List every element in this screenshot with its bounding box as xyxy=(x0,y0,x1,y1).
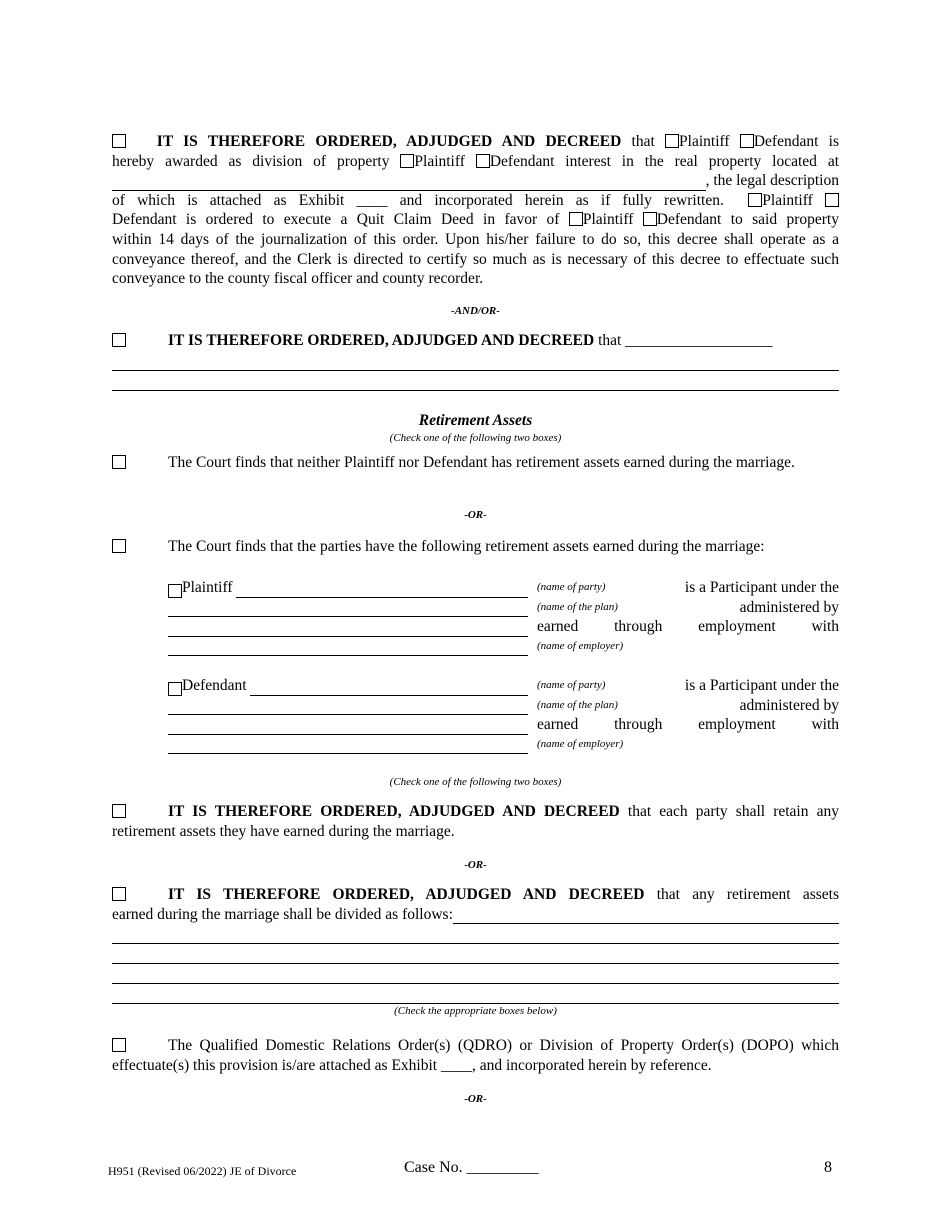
property-location-field[interactable] xyxy=(112,174,706,191)
section-heading: Retirement Assets xyxy=(418,412,533,429)
qdro-checkbox[interactable] xyxy=(112,1038,126,1052)
page-number: 8 xyxy=(824,1159,832,1176)
plan-name-field[interactable] xyxy=(168,600,528,617)
defendant-retirement-checkbox[interactable] xyxy=(168,682,182,696)
divide-assets-order: IT IS THEREFORE ORDERED, ADJUDGED AND DECREED that any retirement assets earned during the marriage shall be divided as follows: xyxy=(112,885,839,1004)
division-line[interactable] xyxy=(112,924,839,944)
instruction-note: (Check one of the following two boxes) xyxy=(389,776,562,788)
plaintiff-checkbox[interactable] xyxy=(665,134,679,148)
favor-plaintiff-checkbox[interactable] xyxy=(569,212,583,226)
custom-order-line[interactable] xyxy=(112,371,839,391)
employer-field[interactable] xyxy=(168,737,528,754)
defendant-retirement-block: Defendant (name of party) is a Participant under the (name of the plan) administered by earned through employment with (name of employer) xyxy=(168,676,839,754)
or-separator: -OR- xyxy=(464,859,487,871)
defendant-checkbox[interactable] xyxy=(740,134,754,148)
employer-field[interactable] xyxy=(168,718,528,735)
or-separator: -OR- xyxy=(464,1093,487,1105)
defendant-name-field[interactable] xyxy=(250,679,528,696)
form-number: H951 (Revised 06/2022) JE of Divorce xyxy=(108,1164,297,1178)
custom-order-line[interactable] xyxy=(112,351,839,371)
retain-assets-checkbox[interactable] xyxy=(112,804,126,818)
interest-plaintiff-checkbox[interactable] xyxy=(400,154,414,168)
deed-plaintiff-checkbox[interactable] xyxy=(748,193,762,207)
custom-order: IT IS THEREFORE ORDERED, ADJUDGED AND DECREED that ___________________ xyxy=(112,331,839,391)
plaintiff-retirement-checkbox[interactable] xyxy=(168,584,182,598)
no-retirement-checkbox[interactable] xyxy=(112,455,126,469)
interest-defendant-checkbox[interactable] xyxy=(476,154,490,168)
and-or-separator: -AND/OR- xyxy=(451,305,500,317)
plaintiff-retirement-block: Plaintiff (name of party) is a Participant under the (name of the plan) administered by earned through employment with (name of employer) xyxy=(168,578,839,656)
employer-field[interactable] xyxy=(168,620,528,637)
page-footer xyxy=(108,1158,832,1180)
qdro-option: The Qualified Domestic Relations Order(s) (QDRO) or Division of Property Order(s) (DOPO) which effectuate(s) this provision is/are attached as Exhibit ____, and incorporated herein by reference. xyxy=(112,1037,839,1074)
favor-defendant-checkbox[interactable] xyxy=(643,212,657,226)
instruction-note: (Check the appropriate boxes below) xyxy=(394,1005,557,1017)
instruction-note: (Check one of the following two boxes) xyxy=(389,431,562,444)
real-property-checkbox[interactable] xyxy=(112,134,126,148)
decree-heading: IT IS THEREFORE ORDERED, ADJUDGED AND DECREED xyxy=(156,133,622,150)
retain-assets-order: IT IS THEREFORE ORDERED, ADJUDGED AND DECREED that each party shall retain any retirement assets they have earned during the marriage. xyxy=(112,803,839,840)
plaintiff-name-field[interactable] xyxy=(236,581,528,598)
has-retirement-option: The Court finds that the parties have the following retirement assets earned during the marriage: xyxy=(112,537,839,557)
division-line[interactable] xyxy=(112,964,839,984)
real-property-order: IT IS THEREFORE ORDERED, ADJUDGED AND DECREED that Plaintiff Defendant is hereby awarded as division of property Plaintiff Defendant interest in the real property located at , the legal description of which is attached as Exhibit ____ and incorporated herein as if fully rewritten. Plaintiff Defendant is ordered to execute a Quit Claim Deed in favor of Plaintiff Defendant to said property within 14 days of the journalization of this order. Upon his/her failure to do so, this decree shall operate as a conveyance thereof, and the Clerk is directed to certify so much as is necessary of this decree to effectuate such conveyance to the county fiscal officer and county recorder. xyxy=(112,133,840,288)
custom-order-checkbox[interactable] xyxy=(112,333,126,347)
division-line[interactable] xyxy=(112,944,839,964)
has-retirement-checkbox[interactable] xyxy=(112,539,126,553)
division-field[interactable] xyxy=(453,907,839,924)
deed-defendant-checkbox[interactable] xyxy=(825,193,839,207)
no-retirement-option: The Court finds that neither Plaintiff nor Defendant has retirement assets earned during the marriage. xyxy=(112,453,839,473)
plan-name-field[interactable] xyxy=(168,698,528,715)
divide-assets-checkbox[interactable] xyxy=(112,887,126,901)
or-separator: -OR- xyxy=(464,509,487,521)
case-number: Case No. _________ xyxy=(404,1159,539,1176)
employer-field[interactable] xyxy=(168,639,528,656)
